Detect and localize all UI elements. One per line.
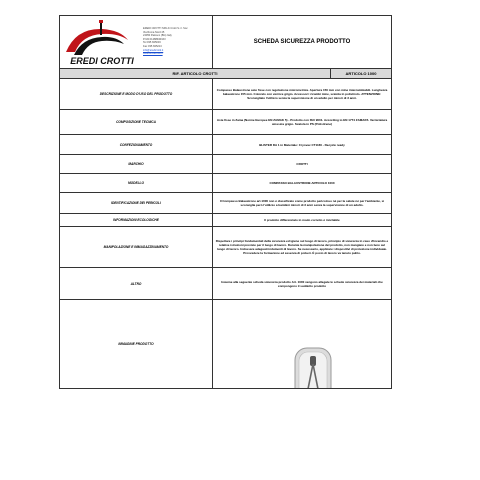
document-title: SCHEDA SICUREZZA PRODOTTO [213, 16, 392, 69]
row-label-description: DESCRIZIONE E MODO D'USO DEL PRODOTTO [60, 79, 213, 110]
address-line: EREDI CROTTI SPA di Crotti S.r.l. Soc [143, 27, 188, 30]
logo-cell [60, 16, 213, 69]
product-image-cell [213, 300, 392, 389]
address-line: Tel 035 845033 [143, 41, 161, 45]
address-line: Fax 035 845213 [143, 44, 162, 48]
row-label-composition: COMPOSIZIONE TECNICA [60, 110, 213, 135]
row-label-image: IMMAGINE PRODOTTO [60, 300, 213, 389]
row-value-brand: CROTTI [213, 155, 392, 174]
row-label-brand: MARCHIO [60, 155, 213, 174]
address-line: P.IVA 01288940163 [143, 37, 166, 41]
brand-name: EREDI CROTTI [70, 56, 134, 66]
ref-label: RIF. ARTICOLO CROTTI [60, 69, 331, 79]
ref-value: ARTICOLO 1000 [331, 69, 392, 79]
compass-product-image [293, 346, 333, 389]
row-label-model: MODELLO [60, 174, 213, 193]
safety-sheet-table [59, 15, 392, 389]
address-line: Via Roma Nord 45 [143, 30, 165, 34]
row-label-hazards: IDENTIFICAZIONE DEI PERICOLI [60, 193, 213, 214]
address-line: 24050 Palosco (BG) Italy [143, 34, 172, 38]
row-label-packaging: CONFEZIONAMENTO [60, 135, 213, 155]
row-label-other: ALTRO [60, 268, 213, 300]
row-value-hazards: Il Compasso Balaustrone art.1000 non è classificato come prodotto pericoloso né per la salute né per l'ambiente, si sconsiglia però l'utilizzo a bambini minori di 3 anni senza la supervisione di un adulto. [213, 193, 392, 214]
row-value-other: Insieme alla seguente scheda sicurezza prodotto Art. 1000 vengono allegate le schede sicurezza dei materiali che compongono il suddetto prodotto [213, 268, 392, 300]
row-value-handling: Rispettare i principi fondamentali della sicurezza ed igiene sul luogo di lavoro, principio di sicurezza in caso d'incendio e relative istruzioni previste per il luogo di lavoro. Durante la manipolazione del prodotto, non mangiare e non bere sul luogo di lavoro. Indossare adeguati indumenti di lavoro. Se necessario, applicare i dispositivi di protezione individuale. Provvedere la formazione ed assenza di polveri. È posto di lavoro va tenuto pulito. [213, 227, 392, 268]
row-value-description: Compasso Balaustrone aste fisse con regolazione micrometrica. Apertura 150 mm con mine intercambiabili. Lunghezza balaustrone 155 mm. Colorato con vernice grigio. Accessori: ricambi mine, scatola in polistirolo. ATTENZIONE: Sconsigliato l'utilizzo senza la supervisione di un adulto per minori di 3 anni. [213, 79, 392, 110]
row-label-handling: MANIPOLAZIONE E IMMAGAZZINAMENTO [60, 227, 213, 268]
address-line: www.eredicrotti.it [143, 52, 163, 56]
company-address [143, 27, 203, 56]
eredi-crotti-logo [62, 18, 142, 67]
row-value-composition: Aste fisse in Zama (Norme Europee EN ZAMAK 5) - Prodotto con ISO 9001. According to EN 1774 ZAMAK5. Verniciatura atossica grigio. Scatola in PS (Polistirene) [213, 110, 392, 135]
address-line: info@eredicrotti.it [143, 48, 164, 52]
row-value-ecology: Il prodotto differenziato in modo corretto è riciclabile [213, 214, 392, 227]
row-value-packaging: BLISTER DA 1 in Materiale: Cryovac CT1160 - Recycle ready [213, 135, 392, 155]
row-value-model: COMPASSO BALAUSTRONE ARTICOLO 1000 [213, 174, 392, 193]
row-label-ecology: INFORMAZIONI ECOLOGICHE [60, 214, 213, 227]
